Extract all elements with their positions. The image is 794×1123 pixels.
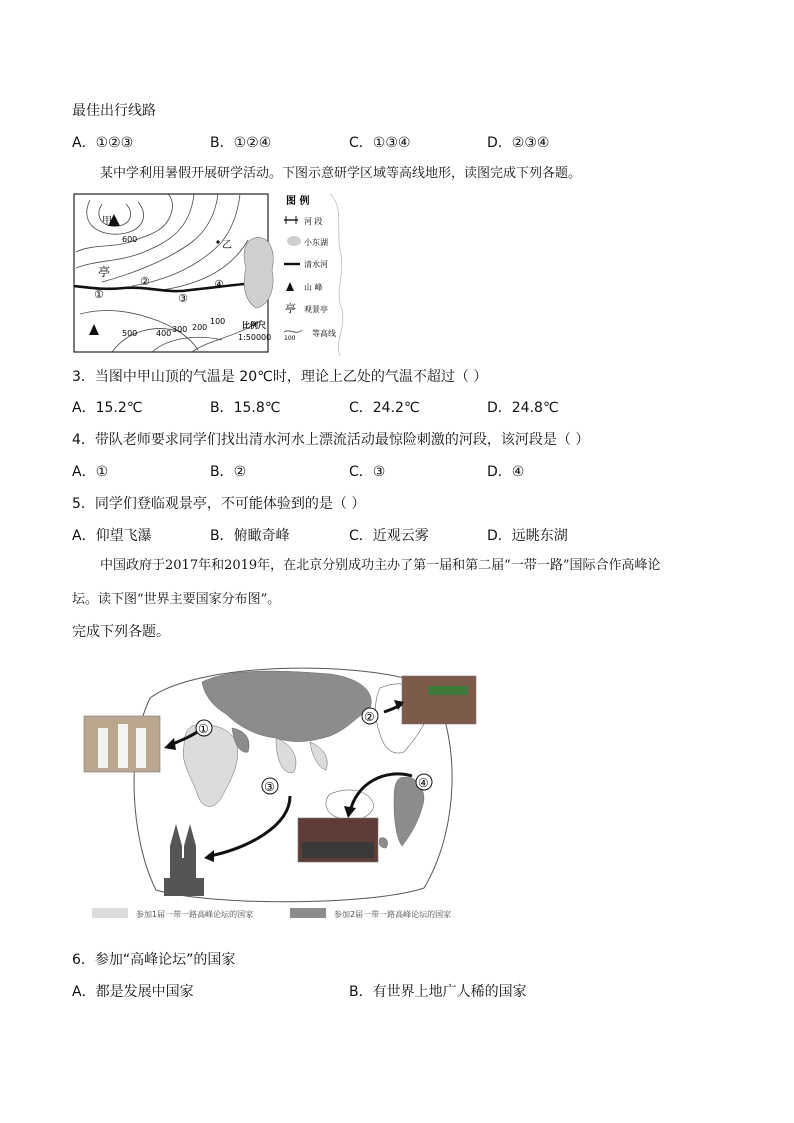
q5-option-b: B．俯瞰奇峰 bbox=[210, 528, 290, 544]
question-6-stem: 6．参加“高峰论坛”的国家 bbox=[72, 952, 236, 968]
photo-street-sign bbox=[402, 676, 476, 724]
contour-label-200: 200 bbox=[192, 323, 208, 332]
question-5-stem: 5．同学们登临观景亭，不可能体验到的是（ ） bbox=[72, 496, 366, 512]
legend-swatch-second bbox=[290, 908, 326, 918]
peak-label-jia: 甲 bbox=[102, 216, 112, 227]
legend-river: 清水河 bbox=[304, 260, 328, 269]
q5-option-c: C．近观云雾 bbox=[349, 528, 429, 544]
q5-option-a: A．仰望飞瀑 bbox=[72, 528, 152, 544]
q2-option-b: B．①②④ bbox=[210, 135, 272, 151]
point-1: ① bbox=[94, 288, 104, 301]
q4-option-c: C．③ bbox=[349, 464, 386, 480]
legend-contour-number: 100 bbox=[284, 335, 296, 342]
q4-option-a: A．① bbox=[72, 464, 109, 480]
legend-river-segment: 河 段 bbox=[304, 217, 323, 226]
marker-1: ① bbox=[198, 722, 209, 736]
point-4: ④ bbox=[214, 278, 224, 291]
point-3: ③ bbox=[178, 292, 188, 305]
legend-lake: 小东湖 bbox=[304, 238, 328, 247]
question-3-stem: 3．当图中甲山顶的气温是 20℃时，理论上乙处的气温不超过（ ） bbox=[72, 369, 488, 385]
q2-option-c: C．①③④ bbox=[349, 135, 411, 151]
q2-option-d: D．②③④ bbox=[487, 135, 550, 151]
legend-first-forum: 参加1届一带一路高峰论坛的国家 bbox=[136, 910, 254, 919]
legend-second-forum: 参加2届一带一路高峰论坛的国家 bbox=[334, 910, 452, 919]
q6-option-a: A．都是发展中国家 bbox=[72, 984, 194, 1000]
contour-label-600: 600 bbox=[122, 235, 138, 244]
intro-paragraph-2-line-1: 中国政府于2017年和2019年，在北京分别成功主办了第一届和第二届“一带一路”国际合作高峰论 bbox=[100, 558, 661, 573]
question-4-stem: 4．带队老师要求同学们找出清水河水上漂流活动最惊险刺激的河段，该河段是（ ） bbox=[72, 432, 590, 448]
q4-option-d: D．④ bbox=[487, 464, 525, 480]
q2-option-a: A．①②③ bbox=[72, 135, 134, 151]
legend-pavilion-icon: 亭 bbox=[285, 302, 296, 315]
world-map bbox=[80, 658, 490, 922]
q3-option-a: A．15.2℃ bbox=[72, 400, 143, 416]
legend-contour: 等高线 bbox=[312, 329, 336, 338]
contour-label-500: 500 bbox=[122, 329, 138, 338]
marker-4: ④ bbox=[418, 776, 429, 790]
intro-paragraph-1: 某中学利用暑假开展研学活动。下图示意研学区域等高线地形，读图完成下列各题。 bbox=[100, 166, 582, 181]
q4-option-b: B．② bbox=[210, 464, 247, 480]
legend-pavilion: 观景亭 bbox=[304, 305, 328, 314]
contour-legend bbox=[284, 194, 343, 356]
contour-label-400: 400 bbox=[156, 329, 172, 338]
marker-2: ② bbox=[364, 710, 375, 724]
q6-option-b: B．有世界上地广人稀的国家 bbox=[349, 984, 527, 1000]
legend-swatch-first bbox=[92, 908, 128, 918]
q3-option-d: D．24.8℃ bbox=[487, 400, 559, 416]
point-label-yi: 乙 bbox=[222, 240, 232, 251]
contour-label-100: 100 bbox=[210, 317, 226, 326]
question-2-tail: 最佳出行线路 bbox=[72, 103, 156, 119]
contour-map bbox=[72, 190, 352, 358]
legend-peak: 山 峰 bbox=[304, 283, 323, 292]
intro-paragraph-2-line-2: 坛。读下图“世界主要国家分布图”。 bbox=[72, 592, 281, 607]
scale-title: 比例尺 bbox=[242, 321, 266, 330]
scale-value: 1:50000 bbox=[238, 333, 272, 342]
marker-3: ③ bbox=[264, 780, 275, 794]
pavilion-icon: 亭 bbox=[98, 265, 111, 279]
contour-label-300: 300 bbox=[172, 325, 188, 334]
point-2: ② bbox=[140, 275, 150, 288]
q5-option-d: D．远眺东湖 bbox=[487, 528, 568, 544]
q3-option-c: C．24.2℃ bbox=[349, 400, 420, 416]
intro-paragraph-2-line-3: 完成下列各题。 bbox=[72, 624, 170, 640]
q3-option-b: B．15.8℃ bbox=[210, 400, 281, 416]
legend-title: 图 例 bbox=[286, 196, 310, 207]
